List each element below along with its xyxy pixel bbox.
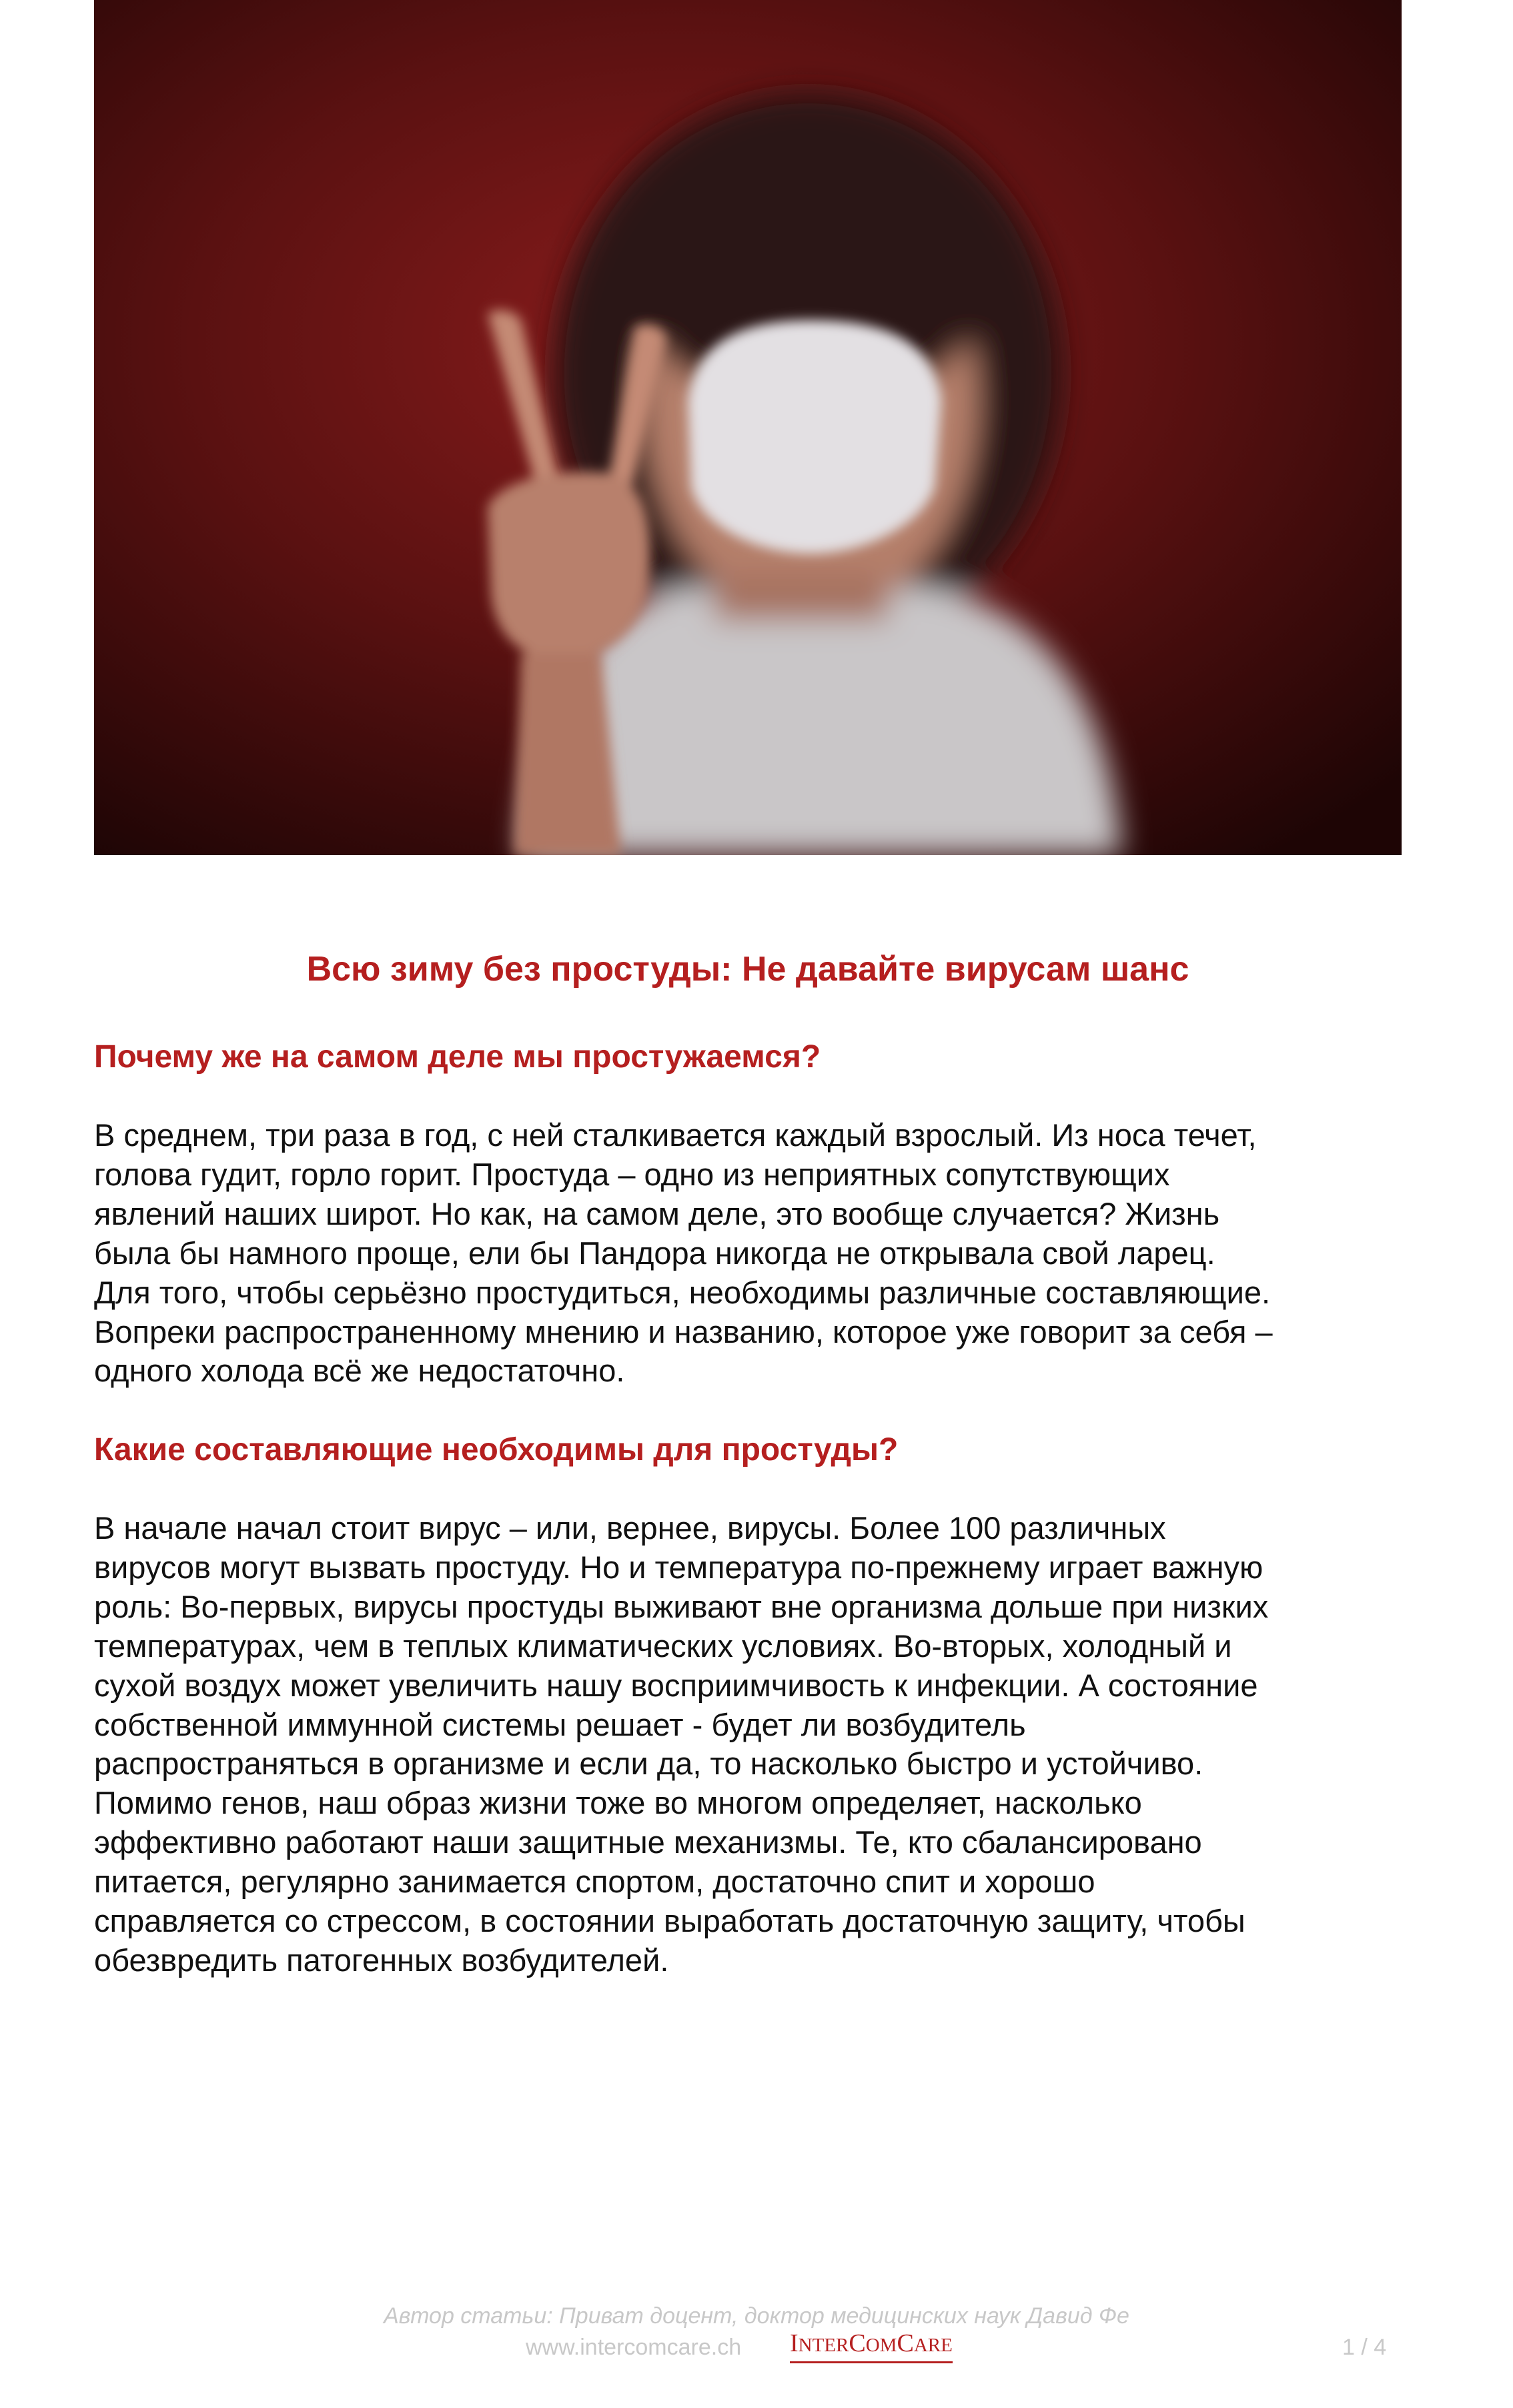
hero-image	[94, 0, 1402, 855]
paragraph-line: питается, регулярно занимается спортом, достаточно спит и хорошо	[94, 1864, 1095, 1900]
paragraph-line: явлений наших широт. Но как, на самом деле, это вообще случается? Жизнь	[94, 1195, 1220, 1231]
paragraph-line: обезвредить патогенных возбудителей.	[94, 1942, 669, 1978]
paragraph-line: В начале начал стоит вирус – или, вернее, вирусы. Более 100 различных	[94, 1510, 1166, 1546]
paragraph-line: эффективно работают наши защитные механизмы. Те, кто сбалансировано	[94, 1824, 1202, 1860]
paragraph-line: распространяться в организме и если да, то насколько быстро и устойчиво.	[94, 1746, 1203, 1782]
section-paragraph-cold-components	[94, 1509, 1402, 1980]
paragraph-line: Помимо генов, наш образ жизни тоже во многом определяет, насколько	[94, 1785, 1142, 1821]
intercomcare-logo: INTERCOMCARE	[790, 2327, 953, 2363]
paragraph-line: температурах, чем в теплых климатических условиях. Во-вторых, холодный и	[94, 1628, 1232, 1664]
footer-website-link[interactable]: www.intercomcare.ch	[526, 2335, 742, 2360]
woman-with-mask-victory-sign-photo	[94, 0, 1402, 855]
paragraph-line: была бы намного проще, ели бы Пандора никогда не открывала свой ларец.	[94, 1235, 1215, 1271]
paragraph-line: роль: Во-первых, вирусы простуды выживают вне организма дольше при низких	[94, 1588, 1269, 1624]
paragraph-line: голова гудит, горло горит. Простуда – одно из неприятных сопутствующих	[94, 1156, 1170, 1192]
article-title: Всю зиму без простуды: Не давайте вирусам шанс	[306, 950, 1189, 989]
page-number: 1 / 4	[1342, 2335, 1387, 2360]
paragraph-line: Вопреки распространенному мнению и названию, которое уже говорит за себя –	[94, 1313, 1273, 1349]
paragraph-line: В среднем, три раза в год, с ней сталкивается каждый взрослый. Из носа течет,	[94, 1117, 1257, 1153]
section-heading-cold-components: Какие составляющие необходимы для простуды?	[94, 1432, 899, 1467]
section-paragraph-why-cold	[94, 1116, 1402, 1391]
paragraph-line: собственной иммунной системы решает - будет ли возбудитель	[94, 1706, 1026, 1742]
footer-author: Автор статьи: Приват доцент, доктор медицинских наук Давид Фе	[384, 2303, 1129, 2329]
paragraph-line: справляется со стрессом, в состоянии выработать достаточную защиту, чтобы	[94, 1903, 1245, 1939]
paragraph-line: сухой воздух может увеличить нашу восприимчивость к инфекции. А состояние	[94, 1667, 1258, 1703]
paragraph-line: вирусов могут вызвать простуду. Но и температура по-прежнему играет важную	[94, 1549, 1264, 1585]
paragraph-line: одного холода всё же недостаточно.	[94, 1353, 625, 1389]
section-heading-why-cold: Почему же на самом деле мы простужаемся?	[94, 1039, 821, 1075]
paragraph-line: Для того, чтобы серьёзно простудиться, необходимы различные составляющие.	[94, 1274, 1271, 1310]
